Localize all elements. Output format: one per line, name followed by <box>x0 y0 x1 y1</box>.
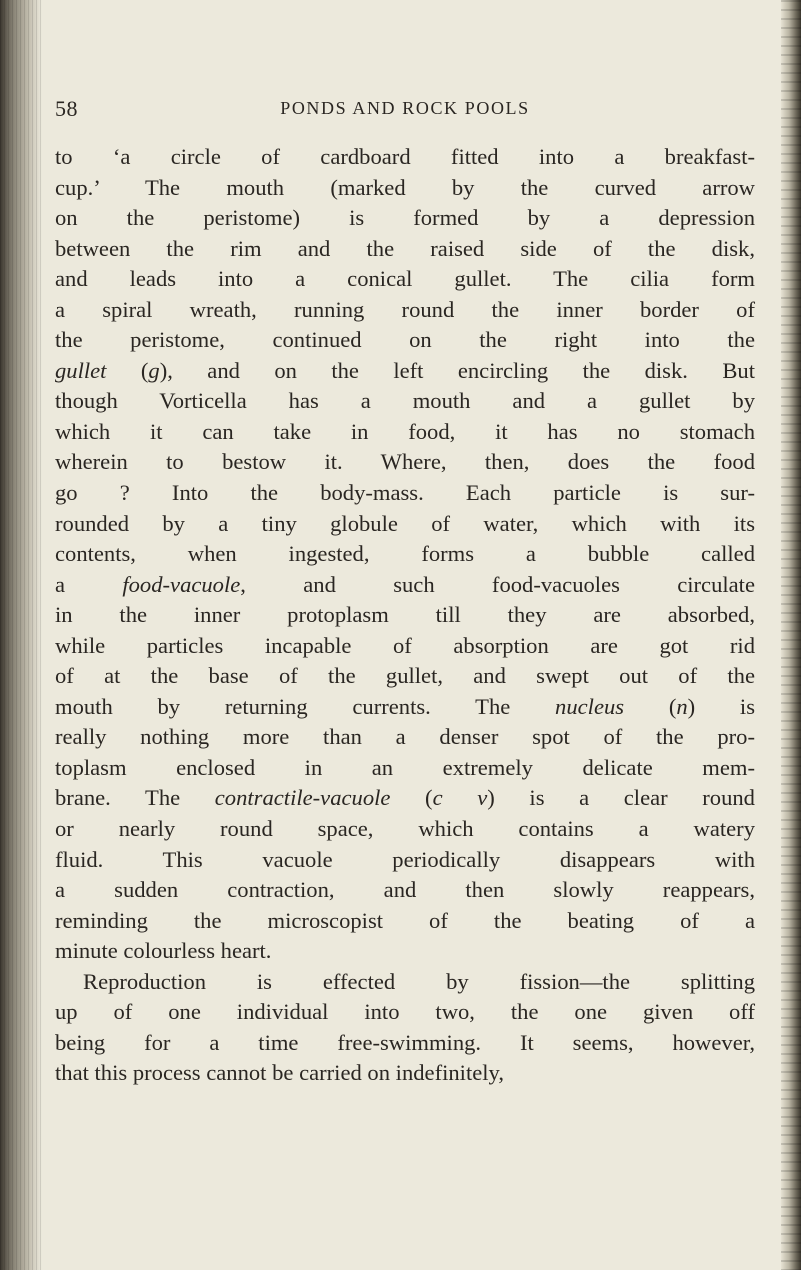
text-line <box>55 417 755 448</box>
text-run: a sudden contraction, and then slowly reappears, <box>55 877 755 903</box>
italic-term: nucleus <box>555 693 625 719</box>
text-run: fluid. This vacuole periodically disappears with <box>55 846 755 872</box>
text-run: a <box>55 571 123 597</box>
text-run: ), and on the left encircling the disk. But <box>159 357 755 383</box>
italic-term: gullet <box>55 357 107 383</box>
text-run: that this process cannot be carried on indefinitely, <box>55 1060 505 1086</box>
italic-term: food-vacuole <box>122 571 241 597</box>
text-run: Reproduction is effected by fission—the splitting <box>83 968 755 994</box>
text-line <box>55 142 755 173</box>
text-line <box>55 570 755 601</box>
text-run: contents, when ingested, forms a bubble called <box>55 541 755 567</box>
text-run: ( <box>624 693 677 719</box>
text-line <box>55 478 755 509</box>
page-edge-shadow <box>781 0 801 1270</box>
page-header <box>55 96 755 126</box>
body-text <box>55 142 755 1089</box>
text-run: minute colourless heart. <box>55 938 272 964</box>
text-run: brane. The <box>55 785 215 811</box>
italic-term: n <box>676 693 688 719</box>
text-line <box>55 631 755 662</box>
text-run: ) is <box>687 693 755 719</box>
text-run: rounded by a tiny globule of water, which with its <box>55 510 755 536</box>
text-run: ( <box>106 357 149 383</box>
text-line <box>55 661 755 692</box>
text-line <box>55 509 755 540</box>
text-run: reminding the microscopist of the beating of a <box>55 907 755 933</box>
running-head: PONDS AND ROCK POOLS <box>280 98 530 118</box>
text-run: while particles incapable of absorption are got rid <box>55 632 755 658</box>
text-run: being for a time free-swimming. It seems, however, <box>55 1029 755 1055</box>
text-line <box>55 539 755 570</box>
text-line <box>55 936 755 967</box>
text-line <box>55 447 755 478</box>
page-number: 58 <box>55 96 78 121</box>
text-line <box>55 1058 755 1089</box>
text-run: between the rim and the raised side of the disk, <box>55 235 755 261</box>
text-line <box>55 783 755 814</box>
italic-term: contractile-vacuole <box>214 785 391 811</box>
text-line <box>55 906 755 937</box>
text-run: toplasm enclosed in an extremely delicate mem- <box>55 754 755 780</box>
text-run: cup.’ The mouth (marked by the curved arrow <box>55 174 755 200</box>
text-line <box>55 845 755 876</box>
text-line <box>55 234 755 265</box>
text-line <box>55 967 755 998</box>
text-run: of at the base of the gullet, and swept out of the <box>55 663 755 689</box>
text-line <box>55 600 755 631</box>
text-line <box>55 997 755 1028</box>
text-line <box>55 875 755 906</box>
text-run: in the inner protoplasm till they are absorbed, <box>55 602 755 628</box>
text-run: or nearly round space, which contains a watery <box>55 816 755 842</box>
text-run: up of one individual into two, the one given off <box>55 999 755 1025</box>
text-run: on the peristome) is formed by a depression <box>55 205 755 231</box>
text-line <box>55 173 755 204</box>
text-run: , and such food-vacuoles circulate <box>240 571 755 597</box>
text-run: a spiral wreath, running round the inner border of <box>55 296 755 322</box>
italic-term: g <box>148 357 160 383</box>
text-line <box>55 295 755 326</box>
text-line <box>55 1028 755 1059</box>
italic-term: c v <box>432 785 488 811</box>
text-run: ) is a clear round <box>487 785 755 811</box>
text-run: which it can take in food, it has no stomach <box>55 418 755 444</box>
text-line <box>55 203 755 234</box>
text-run: ( <box>390 785 433 811</box>
text-line <box>55 814 755 845</box>
text-line <box>55 753 755 784</box>
text-run: wherein to bestow it. Where, then, does the food <box>55 449 755 475</box>
book-binding-shadow <box>0 0 42 1270</box>
text-run: though Vorticella has a mouth and a gullet by <box>55 388 755 414</box>
text-run: really nothing more than a denser spot of the pro- <box>55 724 755 750</box>
text-line <box>55 325 755 356</box>
text-line <box>55 264 755 295</box>
text-run: go ? Into the body-mass. Each particle is sur- <box>55 480 755 506</box>
text-run: mouth by returning currents. The <box>55 693 556 719</box>
text-line <box>55 692 755 723</box>
text-line <box>55 356 755 387</box>
text-run: to ‘a circle of cardboard fitted into a breakfast- <box>55 144 755 169</box>
text-run: the peristome, continued on the right into the <box>55 327 755 353</box>
text-run: and leads into a conical gullet. The cilia form <box>55 266 755 292</box>
text-line <box>55 386 755 417</box>
text-line <box>55 722 755 753</box>
